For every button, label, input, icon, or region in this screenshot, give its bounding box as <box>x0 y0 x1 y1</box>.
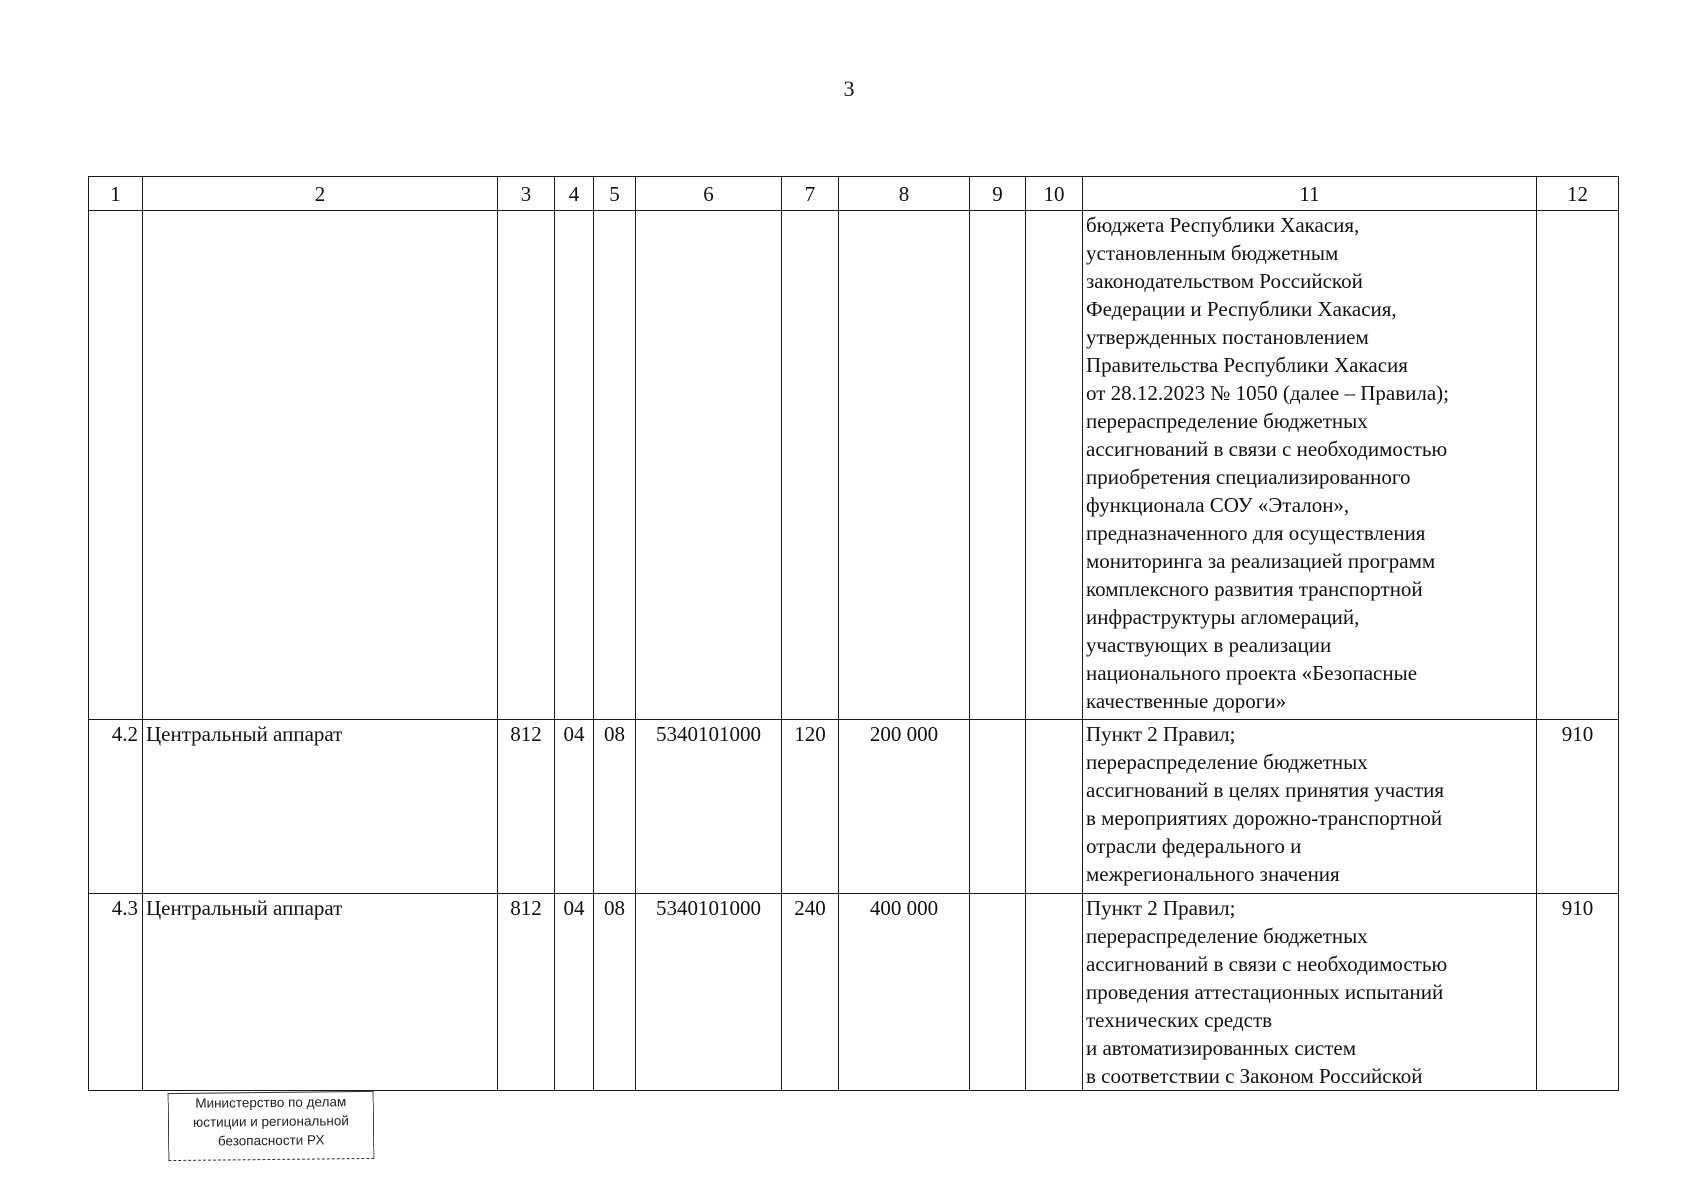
justification-cell: Пункт 2 Правил; перераспределение бюджетных ассигнований в целях принятия участия в мероприятиях дорожно-транспортной отрасли федерального и межрегионального значения <box>1083 720 1537 894</box>
amount-cell <box>970 720 1026 894</box>
row-number-cell: 4.2 <box>89 720 143 894</box>
code-cell: 08 <box>594 720 636 894</box>
code-cell: 5340101000 <box>636 720 782 894</box>
name-cell <box>143 211 498 720</box>
column-header: 11 <box>1083 177 1537 211</box>
stamp-line: безопасности РХ <box>217 1132 325 1149</box>
amount-cell <box>970 894 1026 1091</box>
stamp-line: Министерство по делам <box>195 1094 347 1111</box>
code-cell <box>636 211 782 720</box>
code-cell: 812 <box>498 894 555 1091</box>
name-cell: Центральный аппарат <box>143 720 498 894</box>
code-cell: 812 <box>498 720 555 894</box>
amount-cell <box>1026 894 1083 1091</box>
table-row <box>89 211 1619 720</box>
code-cell: 120 <box>782 720 839 894</box>
code-cell: 240 <box>782 894 839 1091</box>
code-cell: 910 <box>1537 894 1619 1091</box>
table-row <box>89 720 1619 894</box>
column-header: 9 <box>970 177 1026 211</box>
amount-cell: 400 000 <box>839 894 970 1091</box>
column-header: 1 <box>89 177 143 211</box>
amount-cell <box>839 211 970 720</box>
justification-cell: бюджета Республики Хакасия, установленным бюджетным законодательством Российской Федерации и Республики Хакасия, утвержденных постановлением Правительства Республики Хакасия от 28.12.2023 № 1050 (далее – Правила); перераспределение бюджетных ассигнований в связи с необходимостью приобретения специализированного функционала СОУ «Эталон», предназначенного для осуществления мониторинга за реализацией программ комплексного развития транспортной инфраструктуры агломераций, участвующих в реализации национального проекта «Безопасные качественные дороги» <box>1083 211 1537 720</box>
code-cell: 5340101000 <box>636 894 782 1091</box>
name-cell: Центральный аппарат <box>143 894 498 1091</box>
row-number-cell: 4.3 <box>89 894 143 1091</box>
column-header: 5 <box>594 177 636 211</box>
code-cell <box>594 211 636 720</box>
column-header: 12 <box>1537 177 1619 211</box>
row-number-cell <box>89 211 143 720</box>
code-cell <box>782 211 839 720</box>
column-header: 7 <box>782 177 839 211</box>
budget-allocation-table <box>88 176 1619 1091</box>
stamp-line: юстиции и региональной <box>192 1113 349 1130</box>
table-row <box>89 894 1619 1091</box>
code-cell <box>1537 211 1619 720</box>
amount-cell <box>1026 720 1083 894</box>
code-cell <box>498 211 555 720</box>
column-header: 2 <box>143 177 498 211</box>
code-cell <box>555 211 594 720</box>
amount-cell: 200 000 <box>839 720 970 894</box>
registration-stamp <box>168 1091 375 1161</box>
page-number: 3 <box>843 76 855 101</box>
column-header: 4 <box>555 177 594 211</box>
code-cell: 04 <box>555 720 594 894</box>
amount-cell <box>1026 211 1083 720</box>
header-row <box>89 177 1619 211</box>
column-header: 6 <box>636 177 782 211</box>
column-header: 8 <box>839 177 970 211</box>
code-cell: 04 <box>555 894 594 1091</box>
code-cell: 910 <box>1537 720 1619 894</box>
justification-cell: Пункт 2 Правил; перераспределение бюджетных ассигнований в связи с необходимостью проведения аттестационных испытаний технических средств и автоматизированных систем в соответствии с Законом Российской <box>1083 894 1537 1091</box>
column-header: 10 <box>1026 177 1083 211</box>
column-header: 3 <box>498 177 555 211</box>
amount-cell <box>970 211 1026 720</box>
code-cell: 08 <box>594 894 636 1091</box>
